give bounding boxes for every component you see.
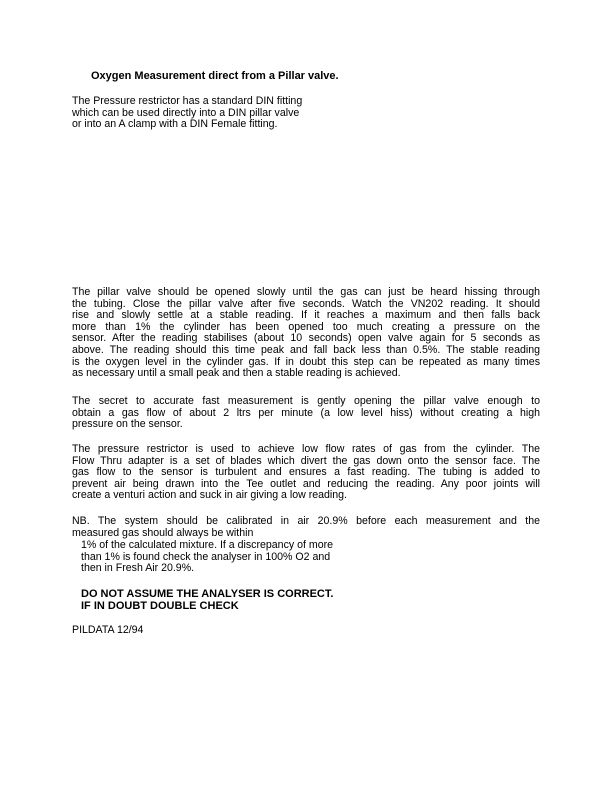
intro-line-1: The Pressure restrictor has a standard DIN fitting bbox=[72, 95, 303, 107]
nb-line: measured gas should always be within bbox=[72, 526, 254, 539]
paragraph-nb-calibration bbox=[72, 516, 540, 539]
nb-indent-line-3: then in Fresh Air 20.9%. bbox=[81, 562, 195, 575]
nb-indent-line-1: 1% of the calculated mixture. If a discrepancy of more bbox=[81, 539, 334, 551]
para1-line: the tubing. Close the pillar valve after five seconds. Watch the VN202 reading. It should bbox=[72, 297, 540, 310]
warning-line-1: DO NOT ASSUME THE ANALYSER IS CORRECT. bbox=[81, 588, 334, 600]
nb-indent-line-2: than 1% is found check the analyser in 100% O2 and bbox=[81, 550, 331, 563]
para3-line: gas flow to the sensor is turbulent and ensures a fast reading. The tubing is added to bbox=[72, 466, 540, 479]
intro-line-3: or into an A clamp with a DIN Female fitting. bbox=[72, 118, 278, 131]
para1-line: The pillar valve should be opened slowly until the gas can just be heard hissing through bbox=[72, 286, 540, 298]
para3-line: The pressure restrictor is used to achieve low flow rates of gas from the cylinder. The bbox=[72, 443, 540, 455]
para2-line: The secret to accurate fast measurement is gently opening the pillar valve enough to bbox=[72, 395, 540, 407]
para2-line: pressure on the sensor. bbox=[72, 418, 183, 431]
paragraph-fast-measurement-secret bbox=[72, 396, 540, 431]
para3-line: prevent air being drawn into the Tee outlet and reducing the reading. Any poor joints will bbox=[72, 477, 540, 490]
warning-line-2: IF IN DOUBT DOUBLE CHECK bbox=[81, 600, 239, 612]
para1-line: is the oxygen level in the cylinder gas. If in doubt this step can be repeated as many times bbox=[72, 355, 540, 368]
document-footer-code: PILDATA 12/94 bbox=[72, 624, 144, 636]
para1-line: rise and slowly settle at a stable reading. If it reaches a maximum and then falls back bbox=[72, 309, 540, 322]
nb-line: NB. The system should be calibrated in air 20.9% before each measurement and the bbox=[72, 515, 540, 527]
para1-line: above. The reading should this time peak and fall back less than 0.5%. The stable reading bbox=[72, 343, 540, 356]
paragraph-pressure-restrictor bbox=[72, 444, 540, 502]
para1-line: more than 1% the cylinder has been opened too much creating a pressure on the bbox=[72, 320, 540, 333]
para1-line: as necessary until a small peak and then a stable reading is achieved. bbox=[72, 367, 401, 380]
para2-line: obtain a gas flow of about 2 ltrs per minute (a low level hiss) without creating a high bbox=[72, 406, 540, 419]
para3-line: Flow Thru adapter is a set of blades which divert the gas down onto the sensor face. The bbox=[72, 454, 540, 467]
para3-line: create a venturi action and suck in air giving a low reading. bbox=[72, 489, 348, 502]
document-title: Oxygen Measurement direct from a Pillar valve. bbox=[91, 70, 339, 82]
intro-line-2: which can be used directly into a DIN pillar valve bbox=[72, 106, 300, 119]
paragraph-pillar-valve-procedure bbox=[72, 287, 540, 380]
para1-line: sensor. After the reading stabilises (about 10 seconds) open valve again for 5 seconds as bbox=[72, 332, 540, 345]
